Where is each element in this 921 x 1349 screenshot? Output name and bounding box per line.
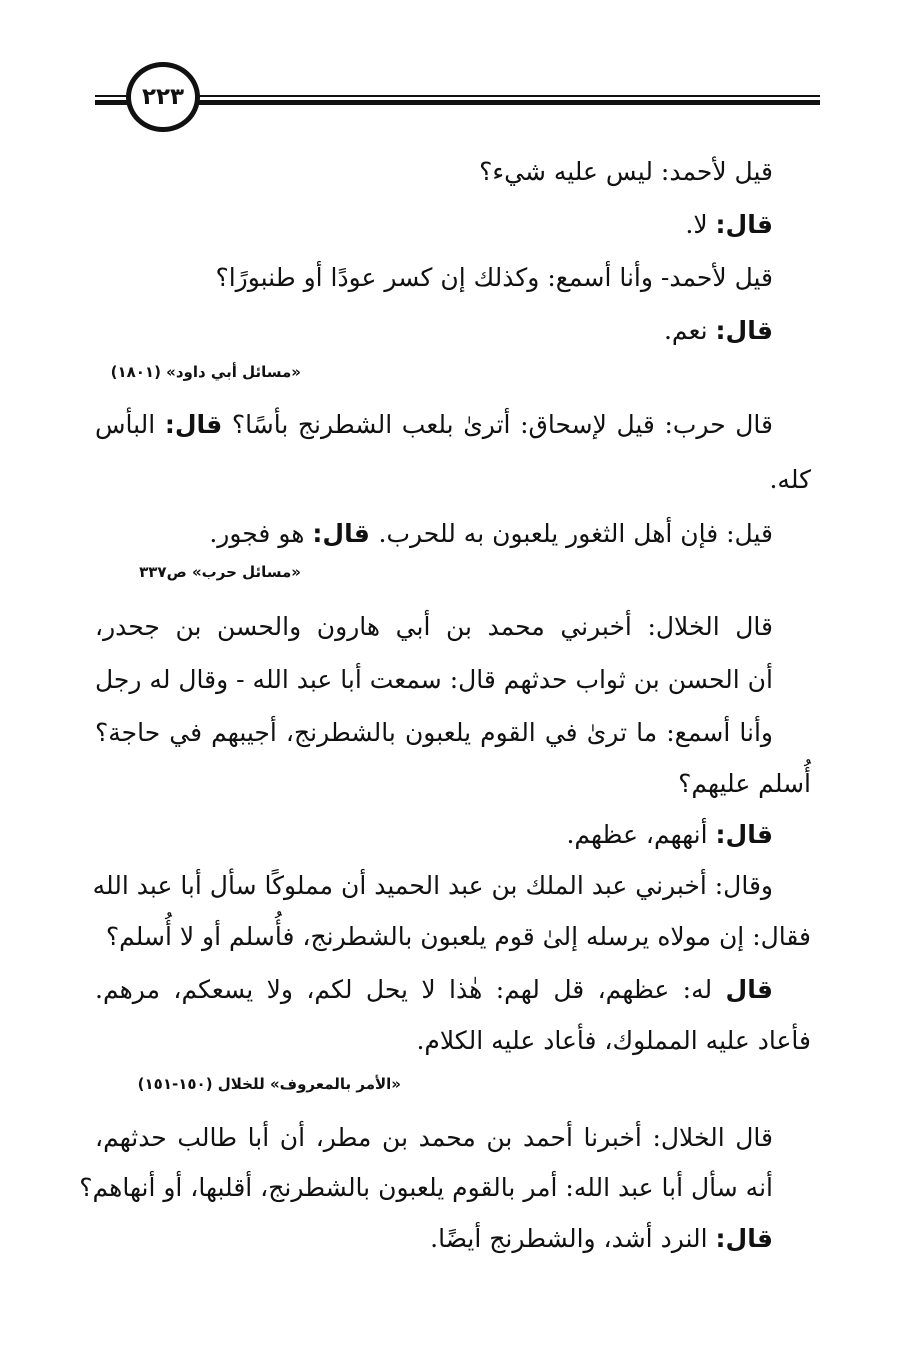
page-number: ٢٢٣ bbox=[141, 84, 185, 110]
text-line: أن الحسن بن ثواب حدثهم قال: سمعت أبا عبد الله - وقال له رجل bbox=[95, 665, 773, 694]
text-line: قال الخلال: أخبرنا أحمد بن محمد بن مطر، أن أبا طالب حدثهم، bbox=[95, 1123, 773, 1152]
text-line: قيل: فإن أهل الثغور يلعبون به للحرب. قال: هو فجور. bbox=[209, 519, 773, 548]
source-citation: «الأمر بالمعروف» للخلال (١٥٠-١٥١) bbox=[137, 1075, 401, 1093]
text-line: فقال: إن مولاه يرسله إلىٰ قوم يلعبون بالشطرنج، فأُسلم أو لا أُسلم؟ bbox=[105, 922, 811, 951]
text-line: قال: لا. bbox=[685, 210, 773, 239]
text-line: أُسلم عليهم؟ bbox=[678, 769, 811, 798]
text-line: فأعاد عليه المملوك، فأعاد عليه الكلام. bbox=[416, 1026, 811, 1055]
text-line: قال حرب: قيل لإسحاق: أترىٰ بلعب الشطرنج بأسًا؟ قال: البأس bbox=[95, 410, 773, 439]
text-line: قال له: عظهم، قل لهم: هٰذا لا يحل لكم، ولا يسعكم، مرهم. bbox=[95, 975, 773, 1004]
text-line: كله. bbox=[769, 465, 811, 494]
text-line: أنه سأل أبا عبد الله: أمر بالقوم يلعبون بالشطرنج، أقلبها، أو أنهاهم؟ bbox=[79, 1173, 773, 1202]
text-line: قال: النرد أشد، والشطرنج أيضًا. bbox=[430, 1224, 773, 1253]
text-line: وقال: أخبرني عبد الملك بن عبد الحميد أن مملوكًا سأل أبا عبد الله bbox=[92, 871, 773, 900]
text-line: قيل لأحمد- وأنا أسمع: وكذلك إن كسر عودًا أو طنبورًا؟ bbox=[215, 263, 773, 292]
source-citation: «مسائل أبي داود» (١٨٠١) bbox=[110, 363, 301, 381]
text-line: قال الخلال: أخبرني محمد بن أبي هارون والحسن بن جحدر، bbox=[95, 612, 773, 641]
text-line: قيل لأحمد: ليس عليه شيء؟ bbox=[479, 157, 773, 186]
source-citation: «مسائل حرب» ص٣٣٧ bbox=[139, 563, 301, 581]
text-line: قال: أنههم، عظهم. bbox=[566, 820, 773, 849]
text-line: وأنا أسمع: ما ترىٰ في القوم يلعبون بالشطرنج، أجيبهم في حاجة؟ bbox=[95, 718, 773, 747]
text-line: قال: نعم. bbox=[663, 316, 773, 345]
